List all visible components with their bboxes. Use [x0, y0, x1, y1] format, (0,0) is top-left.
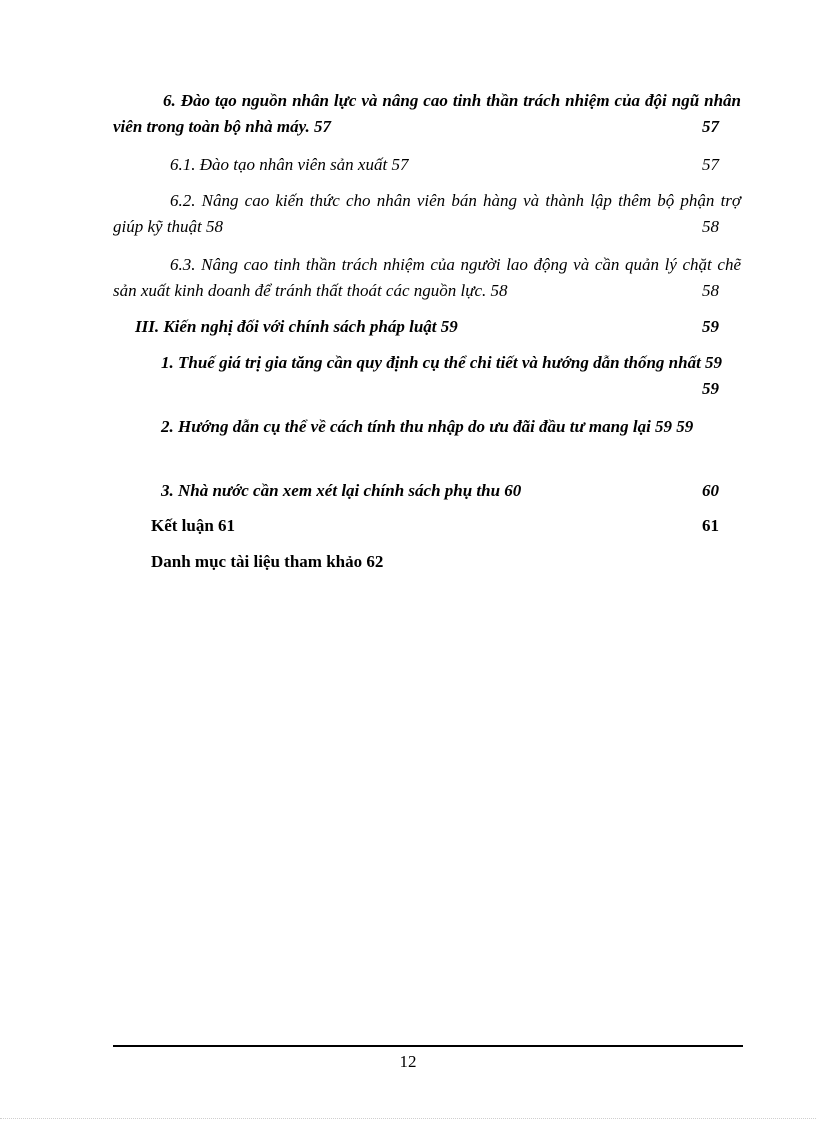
toc-page-number: 58 — [702, 217, 719, 236]
toc-entry-iii-1[interactable] — [113, 350, 741, 398]
toc-page-number: 57 — [702, 117, 719, 136]
toc-entry-text: 6.3. Nâng cao tinh thần trách nhiệm của người lao động và cần quản lý chặt chẽ sản xuất kinh doanh để tránh thất thoát các nguồn lực. 58 — [113, 255, 741, 300]
toc-page-number: 59 — [702, 379, 719, 398]
toc-entry-6-2[interactable] — [113, 188, 741, 240]
toc-page-number: 59 — [702, 317, 719, 336]
page-bottom-border — [0, 1118, 816, 1119]
toc-entry-iii[interactable] — [113, 314, 741, 340]
toc-page-number: 57 — [702, 155, 719, 174]
toc-entry-text: 3. Nhà nước cần xem xét lại chính sách phụ thu 60 — [161, 481, 522, 500]
footer-divider — [113, 1045, 743, 1047]
toc-entry-text: III. Kiến nghị đối với chính sách pháp luật 59 — [135, 317, 458, 336]
page-number: 12 — [399, 1052, 417, 1071]
toc-entry-text: Kết luận 61 — [151, 516, 236, 535]
toc-entry-text: 2. Hướng dẫn cụ thể về cách tính thu nhập do ưu đãi đầu tư mang lại 59 59 — [161, 417, 694, 436]
toc-entry-text: 6.2. Nâng cao kiến thức cho nhân viên bán hàng và thành lập thêm bộ phận trợ giúp kỹ thuật 58 — [113, 191, 741, 236]
toc-entry-tai-lieu[interactable] — [113, 549, 741, 575]
toc-entry-6-1[interactable] — [113, 152, 741, 178]
toc-entry-6[interactable] — [113, 88, 741, 140]
toc-entry-iii-2[interactable] — [113, 414, 741, 440]
toc-page-number: 61 — [702, 516, 719, 535]
toc-entry-text: 1. Thuế giá trị gia tăng cần quy định cụ thể chi tiết và hướng dẫn thống nhất 59 — [161, 353, 723, 372]
toc-entry-text: 6.1. Đào tạo nhân viên sản xuất 57 — [170, 155, 409, 174]
toc-page-number: 60 — [702, 481, 719, 500]
toc-entry-iii-3[interactable] — [113, 478, 741, 504]
toc-entry-text: 6. Đào tạo nguồn nhân lực và nâng cao tinh thần trách nhiệm của đội ngũ nhân viên trong toàn bộ nhà máy. 57 — [113, 91, 741, 136]
toc-page-number: 58 — [702, 281, 719, 300]
toc-entry-ket-luan[interactable] — [113, 513, 741, 539]
toc-entry-text: Danh mục tài liệu tham khảo 62 — [151, 552, 384, 571]
toc-entry-6-3[interactable] — [113, 252, 741, 304]
